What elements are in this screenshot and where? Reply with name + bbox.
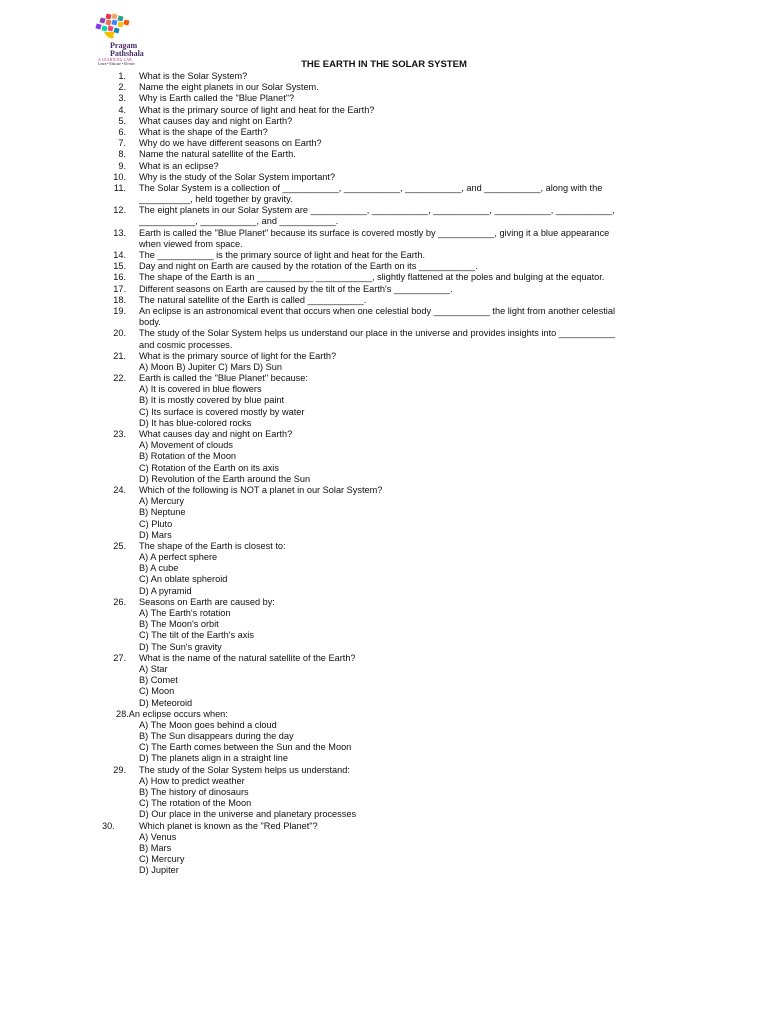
question-continuation: [0, 362, 768, 373]
question-continuation: [0, 530, 768, 541]
question-continuation: [0, 798, 768, 809]
question-continuation: [0, 474, 768, 485]
question-text: D) Our place in the universe and planetary processes: [139, 809, 357, 820]
question-text: when viewed from space.: [139, 238, 243, 249]
question-text: Which of the following is NOT a planet in our Solar System?: [139, 484, 383, 495]
question-text: What is an eclipse?: [139, 160, 219, 171]
question-number: 5.: [118, 115, 126, 126]
question-text: B) The Sun disappears during the day: [139, 731, 294, 742]
logo-line1: Pragam: [110, 41, 138, 50]
question-text: D) Jupiter: [139, 865, 179, 876]
question-continuation: [0, 843, 768, 854]
question-continuation: [0, 865, 768, 876]
question-text: A) Star: [139, 663, 168, 674]
question-row: [0, 295, 768, 306]
question-text: What causes day and night on Earth?: [139, 115, 293, 126]
question-row: [0, 172, 768, 183]
question-row: [0, 71, 768, 82]
logo-tile: [123, 19, 129, 25]
question-text: The ___________ is the primary source of light and heat for the Earth.: [139, 250, 426, 260]
question-continuation: [0, 507, 768, 518]
question-text: Earth is called the "Blue Planet" because:: [139, 373, 308, 384]
question-text: ___________, ___________, and ___________.: [139, 216, 339, 227]
question-continuation: [0, 239, 768, 250]
question-text: C) Pluto: [139, 518, 173, 529]
logo-tile: [101, 25, 107, 31]
question-row: [0, 373, 768, 384]
question-text: A) It is covered in blue flowers: [139, 384, 262, 395]
question-continuation: [0, 642, 768, 653]
question-continuation: [0, 698, 768, 709]
question-number: 19.: [113, 305, 126, 316]
question-number: 10.: [113, 171, 126, 182]
question-row: [0, 351, 768, 362]
question-continuation: [0, 720, 768, 731]
question-number: 2.: [118, 82, 126, 93]
question-continuation: [0, 753, 768, 764]
question-number: 4.: [118, 104, 126, 115]
question-row: [0, 485, 768, 496]
question-row: [0, 709, 768, 720]
question-number: 7.: [118, 138, 126, 149]
logo-tile: [111, 19, 117, 25]
question-number: 30.: [102, 820, 115, 831]
question-text: C) The Earth comes between the Sun and the Moon: [139, 742, 352, 753]
question-text: C) Its surface is covered mostly by water: [139, 406, 305, 417]
question-continuation: [0, 787, 768, 798]
logo-tile: [105, 13, 111, 19]
question-row: [0, 149, 768, 160]
question-continuation: [0, 407, 768, 418]
question-continuation: [0, 552, 768, 563]
question-number: 13.: [113, 227, 126, 238]
question-text: B) Rotation of the Moon: [139, 451, 237, 462]
question-text: Different seasons on Earth are caused by the tilt of the Earth's ___________.: [139, 283, 453, 294]
question-row: [0, 328, 768, 339]
question-text: Why do we have different seasons on Earth?: [139, 138, 322, 149]
question-text: The eight planets in our Solar System are ___________, ___________, ___________, ___________, ___________,: [139, 205, 615, 216]
logo-tile: [99, 17, 105, 23]
question-text: body.: [139, 317, 161, 328]
question-continuation: [0, 317, 768, 328]
logo-mosaic-icon: [92, 12, 132, 40]
question-continuation: [0, 630, 768, 641]
question-text: D) The planets align in a straight line: [139, 753, 288, 764]
question-text: What causes day and night on Earth?: [139, 429, 293, 439]
question-text: B) The history of dinosaurs: [139, 787, 249, 797]
question-continuation: [0, 742, 768, 753]
question-row: [0, 541, 768, 552]
logo-bulb-shape: [104, 32, 116, 38]
question-text: The shape of the Earth is closest to:: [139, 540, 286, 551]
question-text: A) The Earth's rotation: [139, 608, 231, 618]
question-row: [0, 127, 768, 138]
question-text: A) A perfect sphere: [139, 552, 218, 563]
question-row: [0, 821, 768, 832]
question-number: 28.An eclipse occurs when:: [116, 708, 228, 719]
question-text: Why is Earth called the "Blue Planet"?: [139, 93, 295, 104]
question-continuation: [0, 216, 768, 227]
logo-tile: [95, 23, 101, 29]
question-text: D) Revolution of the Earth around the Sun: [139, 473, 311, 484]
question-text: Why is the study of the Solar System important?: [139, 171, 336, 182]
question-continuation: [0, 586, 768, 597]
question-number: 14.: [113, 250, 126, 260]
question-row: [0, 653, 768, 664]
question-text: A) How to predict weather: [139, 775, 245, 786]
question-row: [0, 272, 768, 283]
question-text: A) The Moon goes behind a cloud: [139, 719, 277, 730]
question-number: 16.: [113, 272, 126, 283]
question-number: 24.: [113, 484, 126, 495]
question-continuation: [0, 854, 768, 865]
question-row: [0, 306, 768, 317]
worksheet-title: [0, 59, 768, 70]
question-list: [0, 71, 768, 877]
question-row: [0, 597, 768, 608]
question-text: An eclipse is an astronomical event that occurs when one celestial body ___________ the light from another celestial: [139, 305, 615, 316]
question-number: 20.: [113, 328, 126, 339]
question-continuation: [0, 451, 768, 462]
question-continuation: [0, 519, 768, 530]
question-text: Which planet is known as the "Red Planet"?: [139, 820, 318, 831]
question-text: What is the shape of the Earth?: [139, 126, 268, 137]
question-continuation: [0, 418, 768, 429]
question-row: [0, 105, 768, 116]
question-text: C) Rotation of the Earth on its axis: [139, 462, 279, 473]
question-number: 29.: [113, 764, 126, 775]
question-continuation: [0, 608, 768, 619]
question-continuation: [0, 340, 768, 351]
question-text: Day and night on Earth are caused by the rotation of the Earth on its ___________.: [139, 261, 478, 272]
question-text: The study of the Solar System helps us understand:: [139, 764, 350, 775]
question-text: __________, held together by gravity.: [139, 194, 293, 205]
question-continuation: [0, 619, 768, 630]
question-number: 3.: [118, 93, 126, 104]
question-continuation: [0, 664, 768, 675]
question-row: [0, 116, 768, 127]
logo-tile: [111, 13, 117, 19]
question-number: 9.: [118, 160, 126, 171]
question-row: [0, 429, 768, 440]
question-text: A) Mercury: [139, 496, 184, 507]
question-text: B) Mars: [139, 842, 172, 853]
question-number: 8.: [118, 149, 126, 160]
question-text: C) Mercury: [139, 854, 185, 865]
question-text: B) It is mostly covered by blue paint: [139, 395, 285, 406]
question-text: B) Neptune: [139, 507, 186, 518]
question-text: D) Mars: [139, 529, 172, 540]
question-text: D) It has blue-colored rocks: [139, 417, 252, 428]
question-text: What is the name of the natural satellite of the Earth?: [139, 652, 356, 663]
question-row: [0, 228, 768, 239]
question-text: The natural satellite of the Earth is called ___________.: [139, 294, 367, 305]
question-continuation: [0, 463, 768, 474]
question-continuation: [0, 731, 768, 742]
question-number: 1.: [118, 71, 126, 81]
question-row: [0, 250, 768, 261]
question-text: C) The rotation of the Moon: [139, 798, 252, 809]
question-number: 15.: [113, 261, 126, 272]
question-row: [0, 205, 768, 216]
question-text: A) Movement of clouds: [139, 440, 233, 451]
question-text: Name the natural satellite of the Earth.: [139, 149, 296, 160]
logo-line2: Pathshala: [110, 49, 144, 58]
question-text: B) The Moon's orbit: [139, 619, 219, 630]
question-text: Name the eight planets in our Solar System.: [139, 82, 319, 93]
question-row: [0, 161, 768, 172]
question-continuation: [0, 686, 768, 697]
question-number: 21.: [113, 350, 126, 361]
question-number: 6.: [118, 126, 126, 137]
question-number: 11.: [113, 182, 126, 193]
question-number: 17.: [113, 283, 126, 294]
question-continuation: [0, 675, 768, 686]
question-continuation: [0, 574, 768, 585]
question-continuation: [0, 809, 768, 820]
question-number: 25.: [113, 540, 126, 551]
question-text: D) The Sun's gravity: [139, 641, 222, 652]
logo-tile: [117, 21, 123, 27]
question-row: [0, 765, 768, 776]
question-row: [0, 82, 768, 93]
question-number: 22.: [113, 373, 126, 384]
question-row: [0, 93, 768, 104]
question-row: [0, 183, 768, 194]
logo-tagline: A LEARNING LAB: [98, 58, 132, 62]
question-text: B) A cube: [139, 563, 179, 574]
question-text: A) Venus: [139, 831, 177, 842]
question-text: B) Comet: [139, 675, 178, 686]
question-continuation: [0, 563, 768, 574]
question-row: [0, 138, 768, 149]
question-number: 18.: [113, 294, 126, 305]
question-text: What is the primary source of light for the Earth?: [139, 350, 337, 361]
question-text: D) A pyramid: [139, 585, 192, 596]
question-text: C) An oblate spheroid: [139, 574, 228, 585]
worksheet-title-text: THE EARTH IN THE SOLAR SYSTEM: [301, 59, 467, 70]
question-text: The study of the Solar System helps us understand our place in the universe and provides insights into ___________: [139, 328, 616, 339]
question-number: 27.: [113, 652, 126, 663]
question-continuation: [0, 384, 768, 395]
logo-tile: [117, 15, 123, 21]
logo-motto: Learn • Educate • Elevate: [98, 62, 135, 66]
question-row: [0, 261, 768, 272]
question-text: Seasons on Earth are caused by:: [139, 596, 275, 607]
question-text: The shape of the Earth is an ___________ ___________, slightly flattened at the poles and bulging at the equator.: [139, 272, 605, 283]
question-number: 23.: [113, 429, 126, 439]
question-text: The Solar System is a collection of ___________, ___________, ___________, and ___________, along with the: [139, 182, 603, 193]
question-continuation: [0, 440, 768, 451]
question-continuation: [0, 832, 768, 843]
question-continuation: [0, 194, 768, 205]
question-text: Earth is called the "Blue Planet" because its surface is covered mostly by ___________, giving it a blue appearance: [139, 227, 610, 238]
question-number: 12.: [113, 205, 126, 216]
question-text: What is the Solar System?: [139, 71, 248, 81]
logo-tile: [105, 19, 111, 25]
question-number: 26.: [113, 596, 126, 607]
question-continuation: [0, 395, 768, 406]
question-text: C) The tilt of the Earth's axis: [139, 630, 254, 641]
question-text: A) Moon B) Jupiter C) Mars D) Sun: [139, 361, 282, 372]
logo-tile: [107, 25, 113, 31]
question-text: C) Moon: [139, 686, 175, 697]
question-text: D) Meteoroid: [139, 697, 193, 708]
question-continuation: [0, 776, 768, 787]
question-text: and cosmic processes.: [139, 339, 233, 350]
question-text: What is the primary source of light and heat for the Earth?: [139, 104, 375, 115]
question-continuation: [0, 496, 768, 507]
pragam-pathshala-logo: [90, 10, 160, 66]
question-row: [0, 284, 768, 295]
